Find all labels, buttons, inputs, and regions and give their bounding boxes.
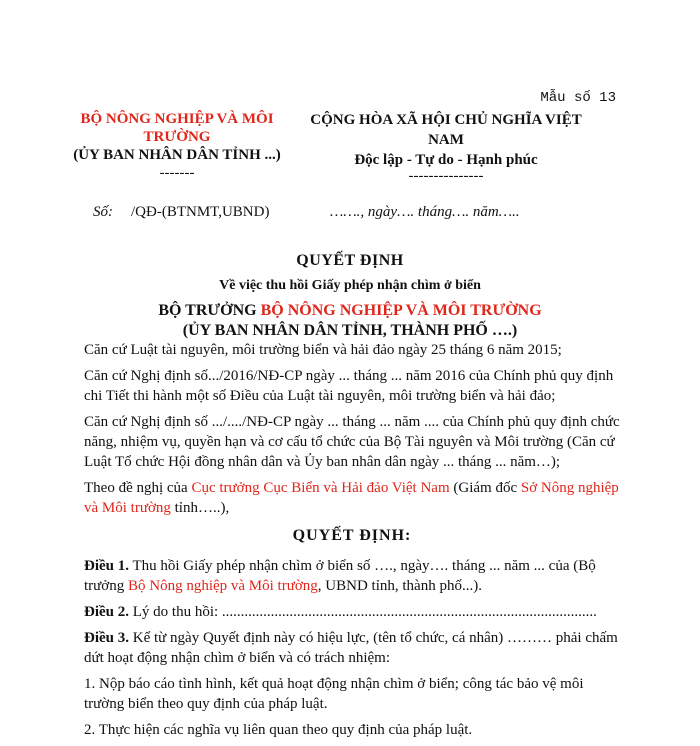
ministry-name: BỘ NÔNG NGHIỆP VÀ MÔI TRƯỜNG: [80, 111, 274, 145]
article-1-text-a: Thu hồi Giấy phép nhận chìm ở biển số …., ngày…. tháng ... năm ... của (Bộ trưởng: [84, 558, 596, 594]
left-separator: -------: [159, 165, 195, 181]
article-1-text-b: , UBND tỉnh, thành phố...).: [317, 578, 482, 594]
issuer-alt: (ỦY BAN NHÂN DÂN TỈNH, THÀNH PHỐ ….): [182, 322, 518, 339]
date-line: ……., ngày…. tháng…. năm…..: [330, 204, 520, 220]
proposal-org-2: Sở Nông nghiệp và Môi trường: [84, 480, 619, 516]
form-number: Mẫu số 13: [540, 90, 616, 106]
article-3: [84, 628, 620, 668]
proposal-org-1: Cục trưởng Cục Biển và Hải đảo Việt Nam: [191, 480, 450, 496]
proposal-prefix: Theo đề nghị của: [84, 480, 192, 496]
decision-title-block: [0, 252, 700, 340]
proposal-middle: (Giám đốc: [449, 480, 521, 496]
basis-paragraph: Căn cứ Nghị định số .../..../NĐ-CP ngày ... tháng ... năm .... của Chính phủ quy định chức năng, nhiệm vụ, quyền hạn và cơ cấu tổ chức của Bộ Tài nguyên và Môi trường (Căn cứ Luật Tổ chức Hội đồng nhân dân và Ủy ban nhân dân ngày ... tháng ... năm…);: [84, 414, 620, 470]
country-name: CỘNG HÒA XÃ HỘI CHỦ NGHĨA VIỆT NAM: [310, 112, 582, 148]
article-2-label: Điều 2.: [84, 604, 129, 620]
decision-subject: Về việc thu hồi Giấy phép nhận chìm ở biển: [219, 278, 481, 293]
issuing-authority-header: [72, 110, 282, 182]
document-number-label: Số:: [93, 204, 113, 220]
issuer-org: BỘ NÔNG NGHIỆP VÀ MÔI TRƯỜNG: [260, 302, 542, 319]
national-motto: Độc lập - Tự do - Hạnh phúc: [354, 152, 538, 168]
alt-authority-name: (ỦY BAN NHÂN DÂN TỈNH ...): [73, 147, 281, 163]
basis-paragraph: Căn cứ Luật tài nguyên, môi trường biển và hải đảo ngày 25 tháng 6 năm 2015;: [84, 342, 562, 358]
document-number-value: /QĐ-(BTNMT,UBND): [131, 204, 270, 220]
article-1: [84, 556, 620, 596]
document-number: [93, 204, 269, 221]
article-3-label: Điều 3.: [84, 630, 129, 646]
decision-heading: QUYẾT ĐỊNH:: [292, 527, 412, 544]
article-3-text: Kể từ ngày Quyết định này có hiệu lực, (tên tổ chức, cá nhân) ……… phải chấm dứt hoạt động nhận chìm ở biển và có trách nhiệm:: [84, 630, 618, 666]
right-separator: ---------------: [408, 168, 484, 184]
document-body: [84, 340, 620, 746]
duty-item: 2. Thực hiện các nghĩa vụ liên quan theo quy định của pháp luật.: [84, 722, 473, 738]
basis-paragraph: Căn cứ Nghị định số.../2016/NĐ-CP ngày ... tháng ... năm 2016 của Chính phủ quy định chi Tiết thi hành một số Điều của Luật tài nguyên, môi trường biển và hải đảo;: [84, 368, 614, 404]
issuer-prefix: BỘ TRƯỞNG: [158, 302, 261, 319]
national-header: [296, 110, 596, 182]
duty-item: 1. Nộp báo cáo tình hình, kết quả hoạt động nhận chìm ở biển; công tác bảo vệ môi trường biển theo quy định của pháp luật.: [84, 676, 584, 712]
proposal-suffix: tỉnh…..),: [170, 500, 230, 516]
article-1-label: Điều 1.: [84, 558, 129, 574]
article-1-org: Bộ Nông nghiệp và Môi trường: [127, 578, 318, 594]
proposal-paragraph: [84, 478, 620, 518]
article-2: [84, 602, 620, 622]
article-2-text: Lý do thu hồi: ....................................................................................................: [129, 604, 597, 620]
decision-title: QUYẾT ĐỊNH: [296, 252, 404, 269]
issuer-title: [0, 302, 700, 320]
